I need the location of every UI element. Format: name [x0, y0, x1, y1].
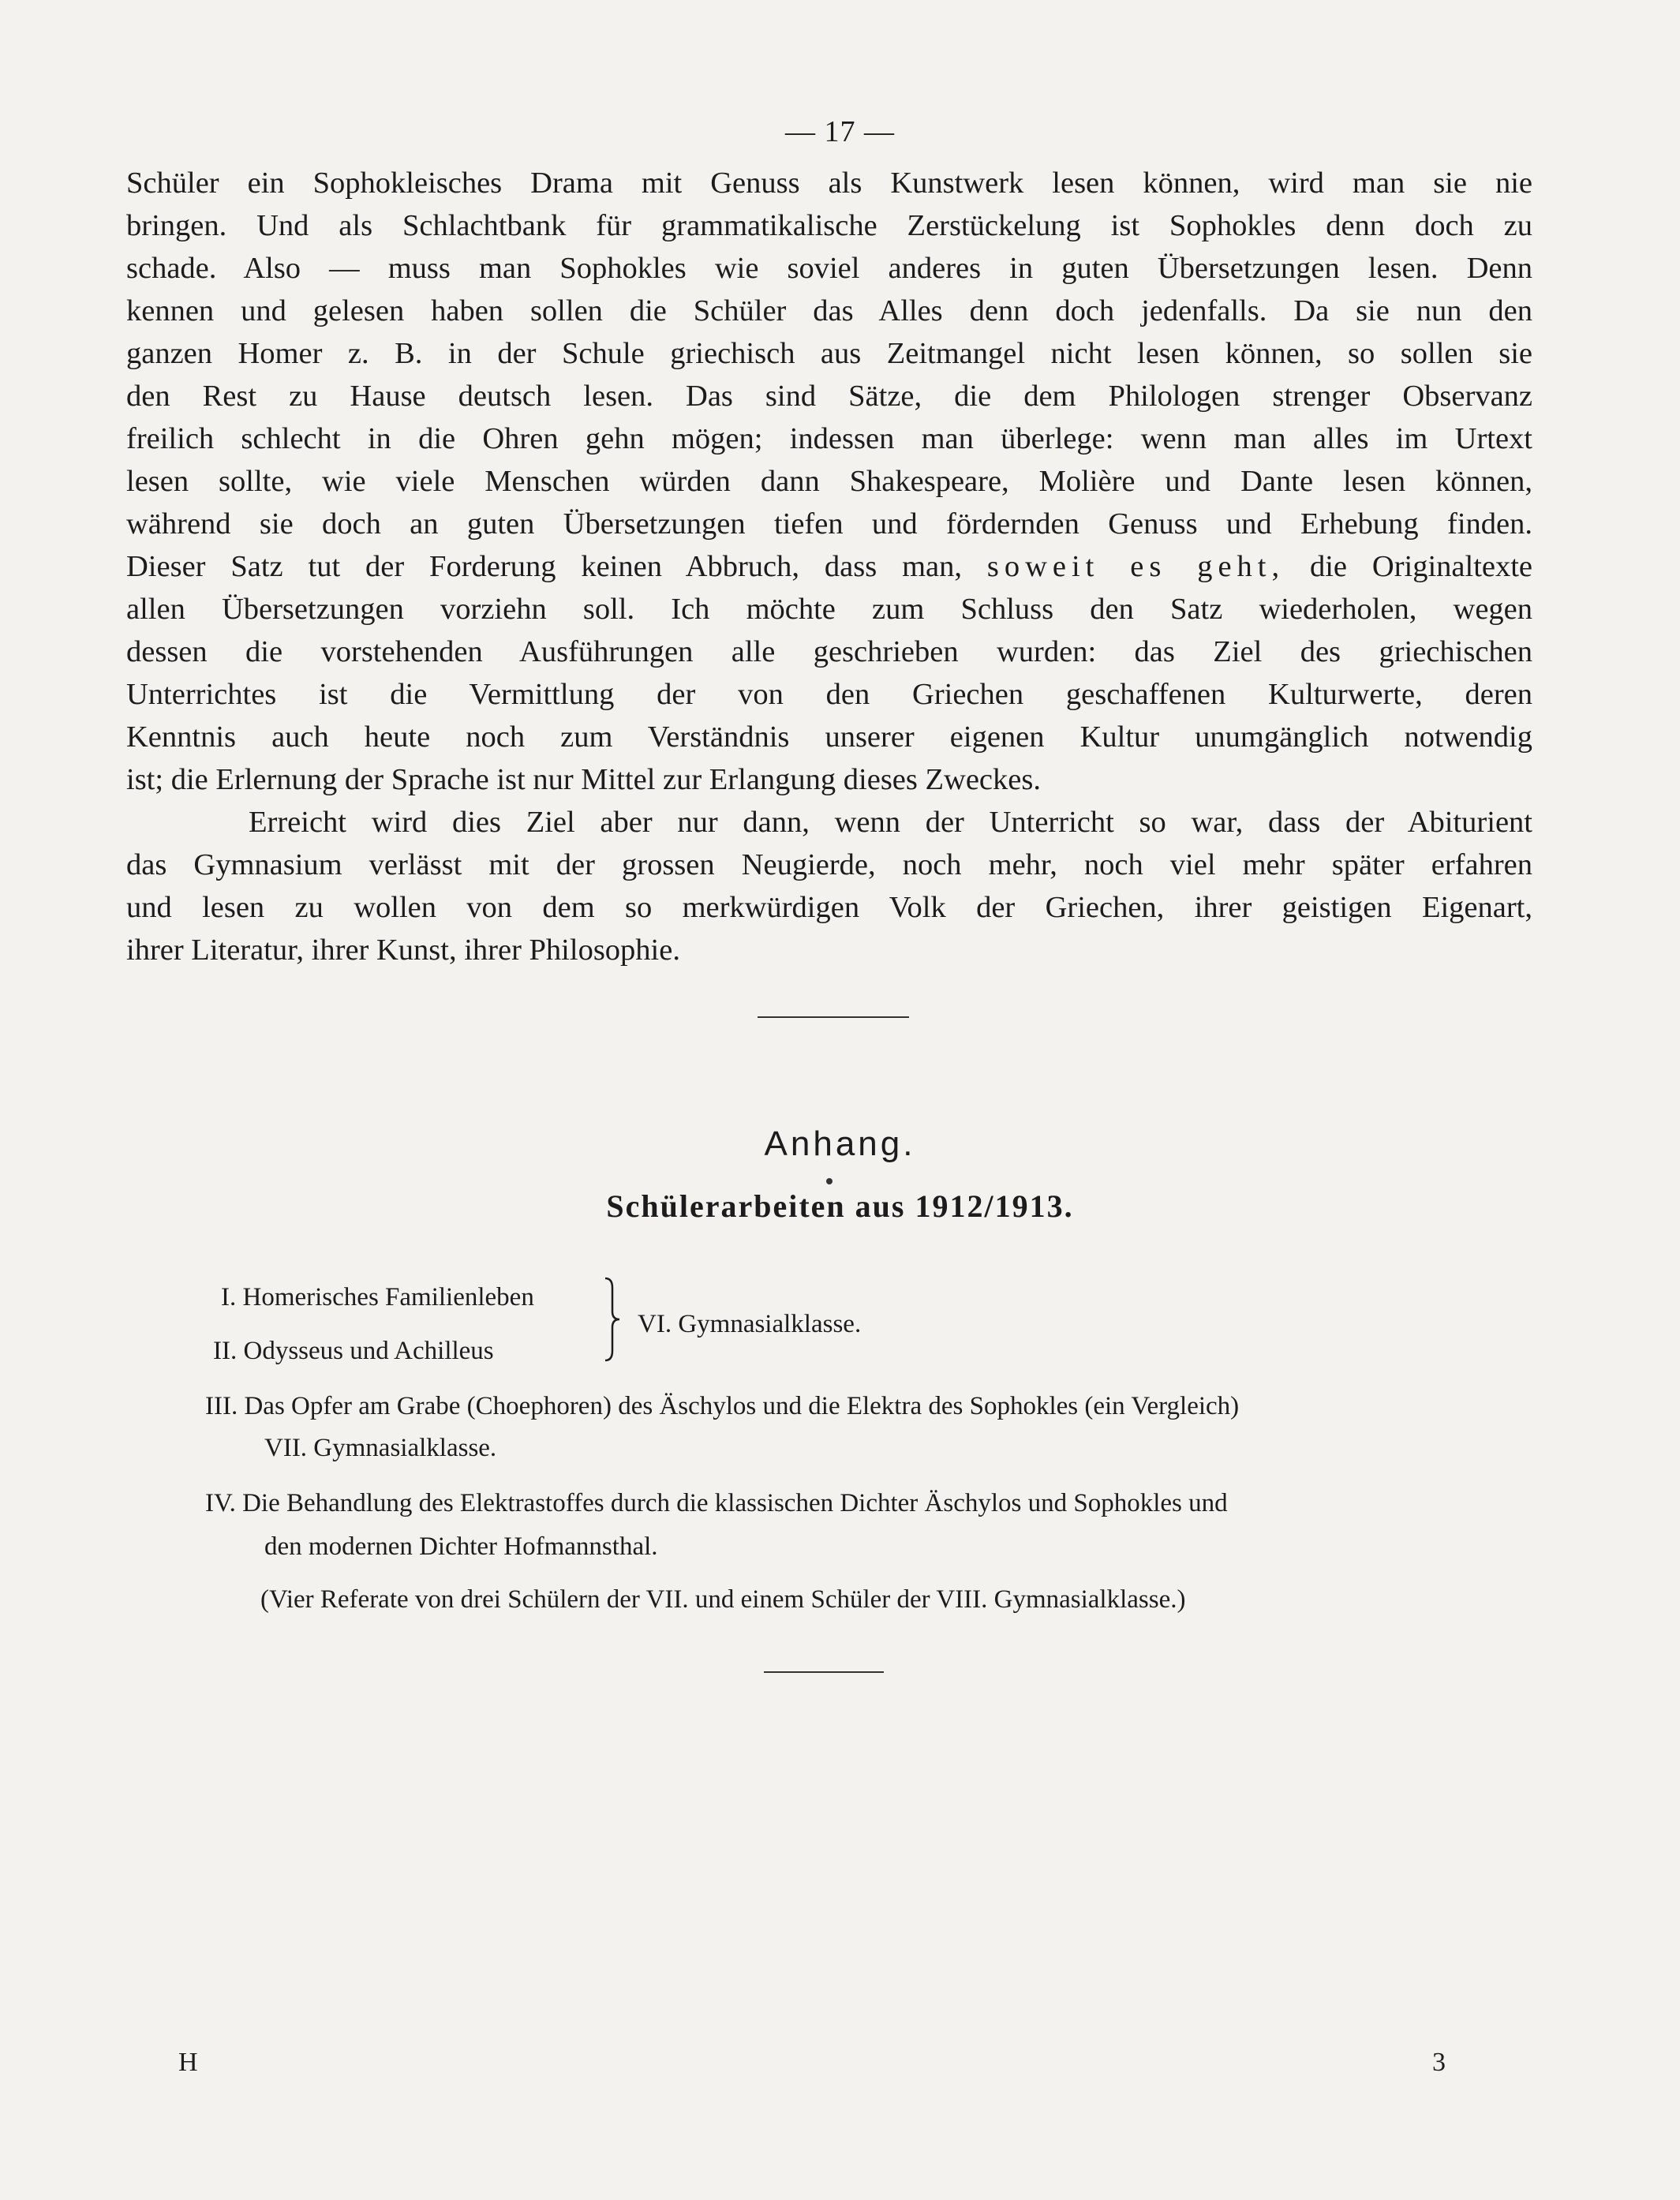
section-divider — [758, 1016, 909, 1018]
text-line: Kenntnis auch heute noch zum Verständnis unserer eigenen Kultur unumgänglich notwendig — [126, 720, 1532, 754]
list-item-continuation: den modernen Dichter Hofmannsthal. — [264, 1532, 658, 1561]
item-number: I. — [221, 1283, 237, 1311]
footer-signature: H — [178, 2048, 198, 2077]
text-line: Unterrichtes ist die Vermittlung der von den Griechen geschaffenen Kulturwerte, deren — [126, 678, 1532, 711]
text-line: dessen die vorstehenden Ausführungen alle geschrieben wurden: das Ziel des griechischen — [126, 635, 1532, 668]
text-after: die Originaltexte — [1309, 550, 1533, 583]
page-number: — 17 — — [785, 115, 895, 148]
text-before: Dieser Satz tut der Forderung keinen Abbruch, dass man, — [126, 550, 962, 583]
bracket-label: VI. Gymnasialklasse. — [638, 1310, 862, 1338]
spaced-emphasis: soweit es geht, — [986, 550, 1285, 583]
closing-divider — [764, 1671, 884, 1673]
text-line: schade. Also — muss man Sophokles wie soviel anderes in guten Übersetzungen lesen. Denn — [126, 252, 1532, 285]
text-line: allen Übersetzungen vorziehn soll. Ich möchte zum Schluss den Satz wiederholen, wegen — [126, 593, 1532, 626]
text-line: und lesen zu wollen von dem so merkwürdigen Volk der Griechen, ihrer geistigen Eigenart, — [126, 891, 1532, 924]
list-item — [221, 1281, 534, 1313]
text-line-spaced — [126, 545, 1532, 588]
text-line: lesen sollte, wie viele Menschen würden dann Shakespeare, Molière und Dante lesen können, — [126, 465, 1532, 498]
text-line: während sie doch an guten Übersetzungen tiefen und fördernden Genuss und Erhebung finden. — [126, 507, 1532, 541]
text-line: ihrer Literatur, ihrer Kunst, ihrer Philosophie. — [126, 934, 680, 967]
text-line: freilich schlecht in die Ohren gehn mögen; indessen man überlege: wenn man alles im Urtext — [126, 422, 1532, 455]
item-text: Homerisches Familienleben — [242, 1283, 534, 1311]
appendix-heading: Anhang. — [764, 1124, 916, 1163]
item-text: Odysseus und Achilleus — [243, 1337, 494, 1365]
list-item-note: (Vier Referate von drei Schülern der VII. und einem Schüler der VIII. Gymnasialklasse.) — [260, 1585, 1186, 1614]
list-item-continuation: VII. Gymnasialklasse. — [264, 1434, 497, 1462]
text-line: ist; die Erlernung der Sprache ist nur Mittel zur Erlangung dieses Zweckes. — [126, 763, 1041, 796]
text-line: ganzen Homer z. B. in der Schule griechisch aus Zeitmangel nicht lesen können, so sollen sie — [126, 337, 1532, 370]
list-item — [213, 1335, 494, 1367]
body-text — [126, 162, 1532, 971]
footer-sheet-number: 3 — [1432, 2048, 1446, 2077]
text-line: Erreicht wird dies Ziel aber nur dann, wenn der Unterricht so war, dass der Abiturient — [249, 806, 1532, 839]
bullet-dot — [826, 1178, 833, 1184]
list-item: IV. Die Behandlung des Elektrastoffes durch die klassischen Dichter Äschylos und Sophokles und — [205, 1489, 1228, 1517]
curly-brace — [604, 1277, 621, 1362]
appendix-subheading: Schülerarbeiten aus 1912/1913. — [606, 1188, 1074, 1224]
text-line: Schüler ein Sophokleisches Drama mit Genuss als Kunstwerk lesen können, wird man sie nie — [126, 166, 1532, 200]
text-line: kennen und gelesen haben sollen die Schüler das Alles denn doch jedenfalls. Da sie nun den — [126, 294, 1532, 327]
item-number: II. — [213, 1337, 238, 1365]
text-line: bringen. Und als Schlachtbank für grammatikalische Zerstückelung ist Sophokles denn doch zu — [126, 209, 1532, 242]
text-line: das Gymnasium verlässt mit der grossen Neugierde, noch mehr, noch viel mehr später erfahren — [126, 848, 1532, 881]
list-item: III. Das Opfer am Grabe (Choephoren) des Äschylos und die Elektra des Sophokles (ein Vergleich) — [205, 1392, 1240, 1420]
text-line: den Rest zu Hause deutsch lesen. Das sind Sätze, die dem Philologen strenger Observanz — [126, 380, 1532, 413]
